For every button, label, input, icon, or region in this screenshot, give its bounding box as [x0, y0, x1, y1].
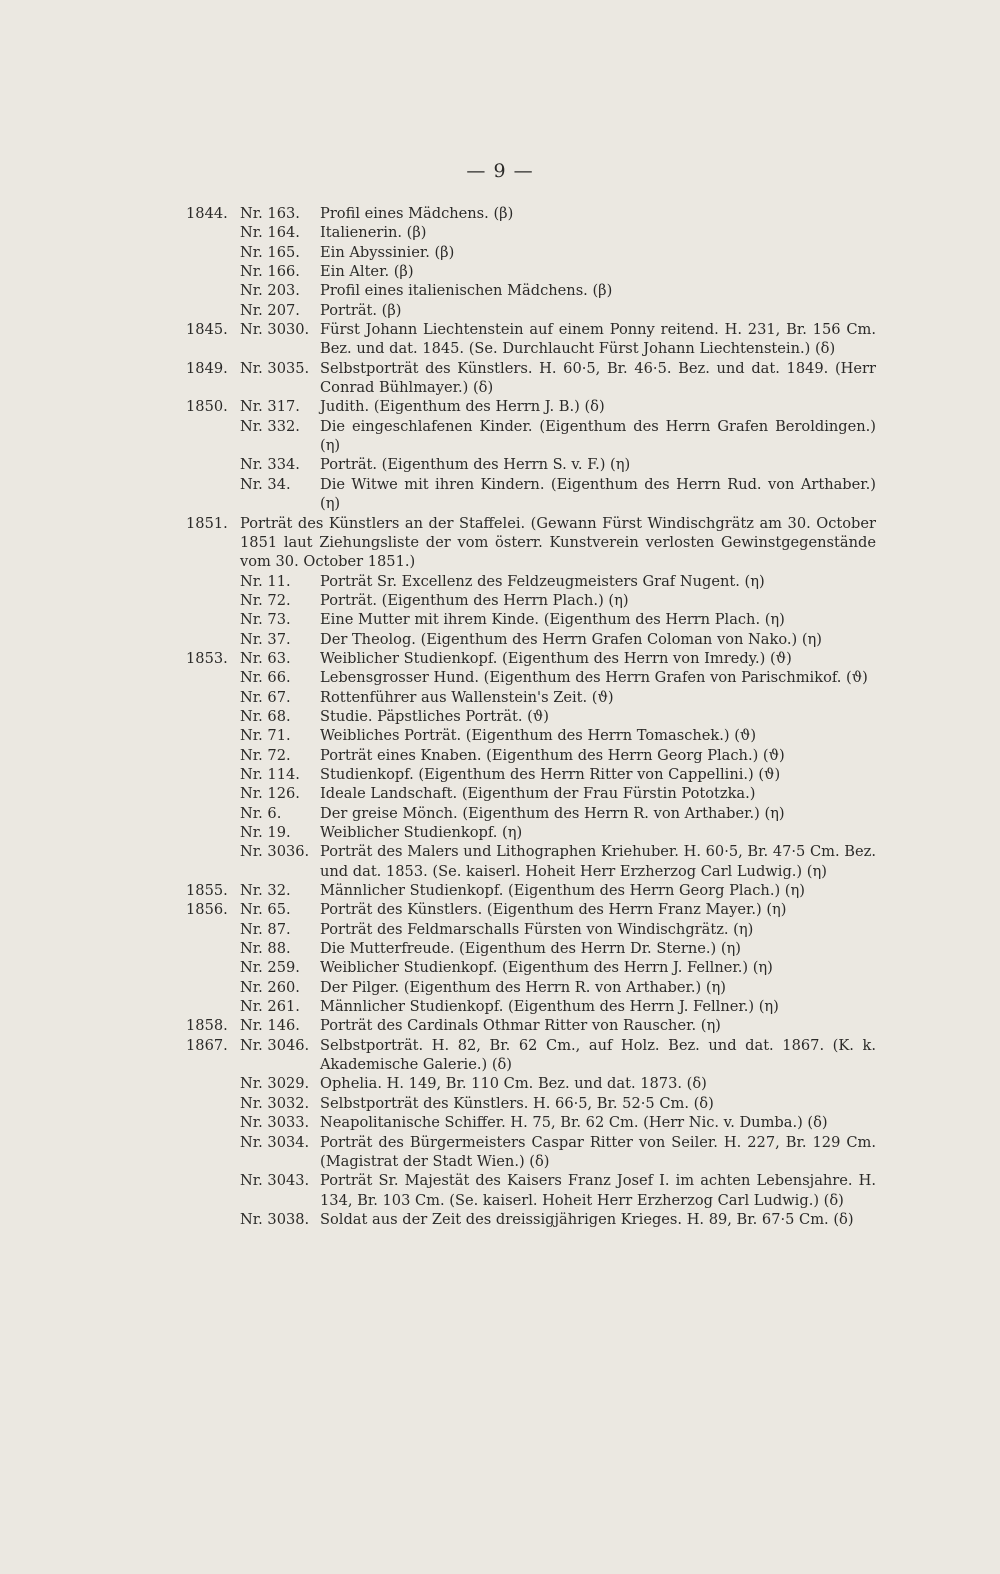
entry-text: Neapolitanische Schiffer. H. 75, Br. 62 Cm. (Herr Nic. v. Dumba.) (δ) — [320, 1114, 828, 1132]
entry-text: Der Pilger. (Eigenthum des Herrn R. von Arthaber.) (η) — [320, 978, 726, 996]
entry-year: 1855. — [186, 882, 228, 900]
entry-text: Weiblicher Studienkopf. (Eigenthum des Herrn von Imredy.) (ϑ) — [320, 649, 792, 667]
catalogue-entry — [186, 1171, 876, 1210]
entry-text: Fürst Johann Liechtenstein auf einem Ponny reitend. H. 231, Br. 156 Cm. Bez. und dat. 1845. (Se. Durchlaucht Fürst Johann Liechtenstein.) (δ) — [320, 321, 876, 358]
catalogue-entry — [186, 1133, 876, 1172]
catalogue-entry — [186, 784, 876, 803]
catalogue-entry — [186, 359, 876, 398]
catalogue-entry — [186, 591, 876, 610]
page-number: — 9 — — [466, 160, 534, 182]
entry-number: Nr. 34. — [240, 475, 291, 493]
entry-text: Italienerin. (β) — [320, 224, 427, 242]
catalogue-entry — [186, 997, 876, 1016]
catalogue-entry — [186, 707, 876, 726]
entry-number: Nr. 3030. — [240, 321, 310, 339]
entry-number: Nr. 3029. — [240, 1075, 310, 1093]
catalogue-entries — [186, 204, 876, 1229]
catalogue-entry — [186, 475, 876, 514]
catalogue-entry — [186, 1113, 876, 1132]
entry-text: Der greise Mönch. (Eigenthum des Herrn R. von Arthaber.) (η) — [320, 804, 785, 822]
entry-text: Eine Mutter mit ihrem Kinde. (Eigenthum des Herrn Plach. (η) — [320, 611, 785, 629]
entry-text: Männlicher Studienkopf. (Eigenthum des Herrn J. Fellner.) (η) — [320, 998, 779, 1016]
catalogue-entry — [186, 204, 876, 223]
catalogue-entry — [186, 668, 876, 687]
entry-text: Porträt des Künstlers an der Staffelei. (Gewann Fürst Windischgrätz am 30. October 1851 laut Ziehungsliste der vom österr. Kunstverein verlosten Gewinstgegenstände vom 30. October 1851.) — [240, 514, 876, 571]
entry-number: Nr. 334. — [240, 456, 300, 474]
entry-text: Porträt des Feldmarschalls Fürsten von Windischgrätz. (η) — [320, 920, 754, 938]
entry-number: Nr. 72. — [240, 746, 291, 764]
catalogue-entry — [186, 978, 876, 997]
catalogue-entry — [186, 320, 876, 359]
entry-text: Studie. Päpstliches Porträt. (ϑ) — [320, 707, 549, 725]
entry-text: Rottenführer aus Wallenstein's Zeit. (ϑ) — [320, 688, 614, 706]
entry-number: Nr. 3038. — [240, 1210, 310, 1228]
entry-year: 1851. — [186, 514, 228, 532]
entry-text: Die Mutterfreude. (Eigenthum des Herrn Dr. Sterne.) (η) — [320, 940, 741, 958]
entry-text: Selbstporträt des Künstlers. H. 60·5, Br. 46·5. Bez. und dat. 1849. (Herr Conrad Bühlmayer.) (δ) — [320, 359, 876, 397]
catalogue-entry — [186, 726, 876, 745]
entry-number: Nr. 72. — [240, 591, 291, 609]
catalogue-entry — [186, 842, 876, 881]
entry-number: Nr. 73. — [240, 611, 291, 629]
entry-text: Porträt eines Knaben. (Eigenthum des Herrn Georg Plach.) (ϑ) — [320, 746, 785, 764]
catalogue-entry — [186, 572, 876, 591]
catalogue-entry — [186, 630, 876, 649]
entry-text: Porträt des Cardinals Othmar Ritter von Rauscher. (η) — [320, 1017, 721, 1035]
catalogue-entry — [186, 455, 876, 474]
entry-number: Nr. 88. — [240, 940, 291, 958]
entry-number: Nr. 165. — [240, 243, 300, 261]
entry-text: Der Theolog. (Eigenthum des Herrn Grafen Coloman von Nako.) (η) — [320, 630, 822, 648]
entry-number: Nr. 32. — [240, 882, 291, 900]
entry-number: Nr. 3036. — [240, 843, 310, 861]
entry-number: Nr. 65. — [240, 901, 291, 919]
entry-year: 1856. — [186, 901, 228, 919]
catalogue-entry — [186, 397, 876, 416]
entry-text: Ideale Landschaft. (Eigenthum der Frau Fürstin Pototzka.) — [320, 785, 756, 803]
entry-text: Studienkopf. (Eigenthum des Herrn Ritter von Cappellini.) (ϑ) — [320, 765, 781, 783]
entry-number: Nr. 163. — [240, 205, 300, 222]
entry-number: Nr. 3046. — [240, 1036, 310, 1054]
entry-text: Porträt Sr. Majestät des Kaisers Franz Josef I. im achten Lebensjahre. H. 134, Br. 103 Cm. (Se. kaiserl. Hoheit Herr Erzherzog Carl Ludwig.) (δ) — [320, 1172, 876, 1209]
entry-number: Nr. 166. — [240, 263, 300, 281]
catalogue-entry — [186, 920, 876, 939]
entry-text: Ein Abyssinier. (β) — [320, 243, 455, 261]
entry-number: Nr. 260. — [240, 978, 300, 996]
entry-number: Nr. 71. — [240, 727, 291, 745]
entry-text: Selbstporträt. H. 82, Br. 62 Cm., auf Holz. Bez. und dat. 1867. (K. k. Akademische Galerie.) (δ) — [320, 1036, 876, 1074]
entry-year: 1867. — [186, 1036, 228, 1054]
entry-text: Die Witwe mit ihren Kindern. (Eigenthum des Herrn Rud. von Arthaber.) (η) — [320, 475, 876, 513]
entry-number: Nr. 6. — [240, 804, 282, 822]
entry-number: Nr. 261. — [240, 998, 300, 1016]
entry-number: Nr. 63. — [240, 649, 291, 667]
entry-number: Nr. 164. — [240, 224, 300, 242]
catalogue-entry — [186, 688, 876, 707]
catalogue-entry — [186, 514, 876, 572]
entry-number: Nr. 87. — [240, 920, 291, 938]
catalogue-entry — [186, 746, 876, 765]
entry-year: 1844. — [186, 205, 228, 222]
entry-text: Männlicher Studienkopf. (Eigenthum des Herrn Georg Plach.) (η) — [320, 882, 805, 900]
entry-text: Porträt des Bürgermeisters Caspar Ritter von Seiler. H. 227, Br. 129 Cm. (Magistrat der Stadt Wien.) (δ) — [320, 1133, 876, 1170]
catalogue-entry — [186, 1016, 876, 1035]
entry-text: Porträt. (Eigenthum des Herrn Plach.) (η) — [320, 591, 629, 609]
catalogue-entry — [186, 900, 876, 919]
catalogue-entry — [186, 243, 876, 262]
entry-text: Weiblicher Studienkopf. (η) — [320, 824, 523, 841]
entry-number: Nr. 126. — [240, 785, 300, 803]
entry-number: Nr. 259. — [240, 959, 300, 977]
entry-text: Profil eines Mädchens. (β) — [320, 205, 514, 222]
catalogue-entry — [186, 1210, 876, 1229]
entry-text: Profil eines italienischen Mädchens. (β) — [320, 282, 613, 300]
entry-number: Nr. 11. — [240, 572, 291, 590]
entry-text: Weiblicher Studienkopf. (Eigenthum des Herrn J. Fellner.) (η) — [320, 959, 773, 977]
catalogue-entry — [186, 649, 876, 668]
catalogue-entry — [186, 1074, 876, 1093]
catalogue-entry — [186, 301, 876, 320]
entry-text: Ophelia. H. 149, Br. 110 Cm. Bez. und dat. 1873. (δ) — [320, 1075, 707, 1093]
entry-year: 1850. — [186, 398, 228, 416]
entry-number: Nr. 3032. — [240, 1094, 310, 1112]
entry-text: Soldat aus der Zeit des dreissigjährigen Krieges. H. 89, Br. 67·5 Cm. (δ) — [320, 1210, 854, 1228]
entry-text: Porträt. (β) — [320, 301, 402, 319]
entry-number: Nr. 68. — [240, 707, 291, 725]
catalogue-entry — [186, 417, 876, 456]
entry-number: Nr. 207. — [240, 301, 300, 319]
entry-number: Nr. 3033. — [240, 1114, 310, 1132]
entry-number: Nr. 332. — [240, 417, 300, 435]
catalogue-entry — [186, 958, 876, 977]
entry-number: Nr. 3043. — [240, 1172, 310, 1190]
entry-number: Nr. 114. — [240, 765, 300, 783]
catalogue-entry — [186, 765, 876, 784]
entry-text: Die eingeschlafenen Kinder. (Eigenthum des Herrn Grafen Beroldingen.) (η) — [320, 417, 876, 455]
catalogue-entry — [186, 1094, 876, 1113]
catalogue-entry — [186, 281, 876, 300]
entry-text: Weibliches Porträt. (Eigenthum des Herrn Tomaschek.) (ϑ) — [320, 727, 757, 745]
catalogue-entry — [186, 223, 876, 242]
entry-year: 1849. — [186, 359, 228, 377]
entry-number: Nr. 67. — [240, 688, 291, 706]
entry-text: Selbstporträt des Künstlers. H. 66·5, Br. 52·5 Cm. (δ) — [320, 1094, 714, 1112]
entry-text: Judith. (Eigenthum des Herrn J. B.) (δ) — [320, 398, 605, 416]
entry-year: 1858. — [186, 1017, 228, 1035]
entry-text: Porträt Sr. Excellenz des Feldzeugmeisters Graf Nugent. (η) — [320, 572, 765, 590]
entry-text: Porträt. (Eigenthum des Herrn S. v. F.) (η) — [320, 456, 631, 474]
catalogue-entry — [186, 881, 876, 900]
catalogue-entry — [186, 823, 876, 842]
entry-text: Porträt des Künstlers. (Eigenthum des Herrn Franz Mayer.) (η) — [320, 901, 787, 919]
entry-number: Nr. 317. — [240, 398, 300, 416]
entry-number: Nr. 203. — [240, 282, 300, 300]
catalogue-entry — [186, 804, 876, 823]
entry-text: Ein Alter. (β) — [320, 263, 414, 281]
entry-number: Nr. 37. — [240, 630, 291, 648]
entry-year: 1853. — [186, 649, 228, 667]
catalogue-entry — [186, 1036, 876, 1075]
entry-number: Nr. 3035. — [240, 359, 310, 377]
entry-number: Nr. 146. — [240, 1017, 300, 1035]
entry-number: Nr. 19. — [240, 824, 291, 841]
catalogue-entry — [186, 262, 876, 281]
entry-number: Nr. 66. — [240, 669, 291, 687]
entry-year: 1845. — [186, 321, 228, 339]
entry-text: Porträt des Malers und Lithographen Kriehuber. H. 60·5, Br. 47·5 Cm. Bez. und dat. 1853. (Se. kaiserl. Hoheit Herr Erzherzog Carl Ludwig.) (η) — [320, 843, 876, 880]
catalogue-entry — [186, 939, 876, 958]
catalogue-entry — [186, 610, 876, 629]
entry-text: Lebensgrosser Hund. (Eigenthum des Herrn Grafen von Parischmikof. (ϑ) — [320, 669, 868, 687]
entry-number: Nr. 3034. — [240, 1133, 310, 1151]
